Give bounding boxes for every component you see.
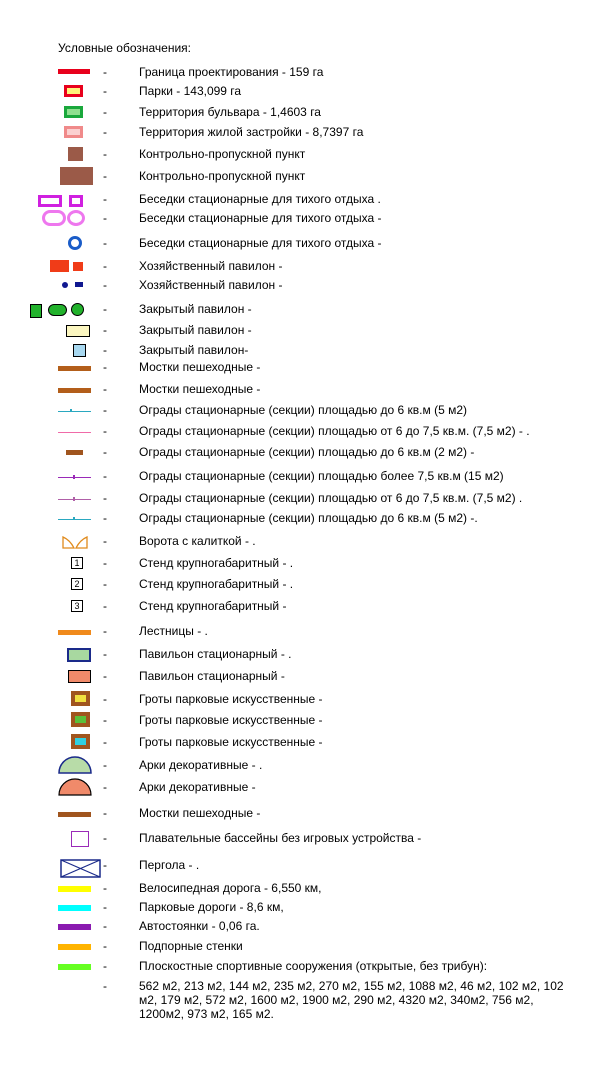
legend-row <box>0 358 603 376</box>
legend-dash: - <box>103 236 107 250</box>
utility-pavilion-symbol <box>73 262 83 271</box>
grotto-cyan-symbol <box>71 734 90 749</box>
legend-dash: - <box>103 758 107 772</box>
legend-label: Павильон стационарный - <box>139 669 285 683</box>
legend-row <box>0 167 603 185</box>
fence-tick <box>73 517 75 520</box>
residential-symbol <box>64 126 83 138</box>
legend-dash: - <box>103 735 107 749</box>
legend-label: Плавательные бассейны без игровых устройства - <box>139 831 422 845</box>
legend-title: Условные обозначения: <box>58 41 191 55</box>
legend-row <box>0 276 603 294</box>
fence-brown-symbol <box>66 450 83 455</box>
pergola-icon <box>60 859 101 878</box>
legend-label: Велосипедная дорога - 6,550 км, <box>139 881 322 895</box>
legend-dash: - <box>103 147 107 161</box>
stairs-symbol <box>58 630 91 635</box>
gazebo-round-symbol <box>67 210 85 226</box>
fence-pink-symbol <box>58 432 91 433</box>
legend-dash: - <box>103 577 107 591</box>
legend-dash: - <box>103 979 107 993</box>
retaining-wall-symbol <box>58 944 91 950</box>
red-line-symbol <box>58 69 90 74</box>
legend-dash: - <box>103 323 107 337</box>
grotto-green-symbol <box>71 712 90 727</box>
legend-label: Гроты парковые искусственные - <box>139 713 323 727</box>
legend-dash: - <box>103 900 107 914</box>
legend-label: Ворота с калиткой - . <box>139 534 256 548</box>
sports-symbol <box>58 964 91 970</box>
legend-row <box>0 443 603 461</box>
closed-pavilion-blue-symbol <box>73 344 86 357</box>
legend-row <box>0 597 603 615</box>
legend-label: Арки декоративные - <box>139 780 256 794</box>
pavilion-salmon-symbol <box>68 670 91 683</box>
grotto-yellow-symbol <box>71 691 90 706</box>
legend-dash: - <box>103 534 107 548</box>
legend-row <box>0 756 603 774</box>
legend-dash: - <box>103 382 107 396</box>
legend-label: Контрольно-пропускной пункт <box>139 147 306 161</box>
legend-dash: - <box>103 806 107 820</box>
gazebo-round-symbol <box>42 210 66 226</box>
legend-label: Ограды стационарные (секции) площадью от 6 до 7,5 кв.м. (7,5 м2) - . <box>139 424 530 438</box>
legend-label: Мостки пешеходные - <box>139 806 261 820</box>
legend-dash: - <box>103 192 107 206</box>
legend-row <box>0 532 603 550</box>
legend-dash: - <box>103 713 107 727</box>
legend-label: Ограды стационарные (секции) площадью до 6 кв.м (2 м2) - <box>139 445 475 459</box>
legend-row <box>0 123 603 141</box>
closed-pavilion-symbol <box>30 304 42 318</box>
fence-tick <box>70 409 72 412</box>
checkpoint-large-symbol <box>60 167 93 185</box>
legend-row <box>0 422 603 440</box>
legend-label: Плоскостные спортивные сооружения (открытые, без трибун): <box>139 959 488 973</box>
legend-label: Беседки стационарные для тихого отдыха - <box>139 211 382 225</box>
legend-label: Мостки пешеходные - <box>139 382 261 396</box>
footbridge-symbol <box>58 366 91 371</box>
legend-label: Беседки стационарные для тихого отдыха . <box>139 192 381 206</box>
gazebo-rect-symbol <box>38 195 62 207</box>
bike-road-symbol <box>58 886 91 892</box>
legend-row <box>0 554 603 572</box>
legend-label: Парки - 143,099 га <box>139 84 242 98</box>
legend-row <box>0 341 603 359</box>
legend-dash: - <box>103 511 107 525</box>
legend-row <box>0 804 603 822</box>
legend-label: Хозяйственный павилон - <box>139 278 283 292</box>
legend-label: Территория жилой застройки - 8,7397 га <box>139 125 364 139</box>
legend-dash: - <box>103 647 107 661</box>
legend-dash: - <box>103 84 107 98</box>
legend-row <box>0 63 603 81</box>
legend-dash: - <box>103 831 107 845</box>
fence-tick <box>73 497 75 501</box>
legend-row <box>0 667 603 685</box>
legend-label: Граница проектирования - 159 га <box>139 65 324 79</box>
gate-icon <box>62 535 88 549</box>
legend-label: Ограды стационарные (секции) площадью более 7,5 кв.м (15 м2) <box>139 469 504 483</box>
legend-label: Гроты парковые искусственные - <box>139 692 323 706</box>
legend-row <box>0 711 603 729</box>
legend-dash: - <box>103 858 107 872</box>
legend-dash: - <box>103 491 107 505</box>
legend-row <box>0 103 603 121</box>
pavilion-green-symbol <box>67 648 91 662</box>
utility-pavilion-dot-symbol <box>62 282 68 288</box>
legend-row <box>0 467 603 485</box>
legend-row <box>0 401 603 419</box>
legend-label: Парковые дороги - 8,6 км, <box>139 900 284 914</box>
legend-dash: - <box>103 445 107 459</box>
boulevard-symbol <box>64 106 83 118</box>
gazebo-rect-symbol <box>69 195 83 207</box>
legend-row <box>0 733 603 751</box>
legend-label: Хозяйственный павилон - <box>139 259 283 273</box>
legend-row <box>0 829 603 847</box>
legend-label: Арки декоративные - . <box>139 758 263 772</box>
legend-row <box>0 690 603 708</box>
legend-row <box>0 645 603 663</box>
fence-tick <box>73 475 75 479</box>
legend-dash: - <box>103 278 107 292</box>
legend-dash: - <box>103 211 107 225</box>
legend-row <box>0 856 603 874</box>
legend-label: Автостоянки - 0,06 га. <box>139 919 260 933</box>
legend-row <box>0 257 603 275</box>
arch-salmon-icon <box>58 778 92 796</box>
legend-row <box>0 575 603 593</box>
legend-dash: - <box>103 881 107 895</box>
legend-row <box>0 82 603 100</box>
legend-row <box>0 300 603 318</box>
legend-row <box>0 622 603 640</box>
legend-label: Ограды стационарные (секции) площадью до 6 кв.м (5 м2) -. <box>139 511 478 525</box>
parking-symbol <box>58 924 91 930</box>
utility-pavilion-dot-symbol <box>75 282 83 287</box>
legend-dash: - <box>103 343 107 357</box>
legend-dash: - <box>103 302 107 316</box>
legend-dash: - <box>103 169 107 183</box>
legend-dash: - <box>103 624 107 638</box>
legend-row <box>0 778 603 796</box>
fence-teal-symbol <box>58 411 91 412</box>
stand-number-box: 1 <box>71 557 83 569</box>
legend-label: Пергола - . <box>139 858 200 872</box>
closed-pavilion-symbol <box>48 304 67 316</box>
legend-label: Гроты парковые искусственные - <box>139 735 323 749</box>
legend-row <box>0 509 603 527</box>
legend-row <box>0 234 603 252</box>
legend-dash: - <box>103 259 107 273</box>
legend-row <box>0 937 603 955</box>
legend-dash: - <box>103 65 107 79</box>
legend-dash: - <box>103 556 107 570</box>
stand-number-box: 3 <box>71 600 83 612</box>
park-road-symbol <box>58 905 91 911</box>
legend-dash: - <box>103 599 107 613</box>
closed-pavilion-symbol <box>71 303 84 316</box>
legend-row <box>0 190 603 208</box>
legend-row <box>0 209 603 227</box>
legend-label: Контрольно-пропускной пункт <box>139 169 306 183</box>
legend-row <box>0 917 603 935</box>
legend-label: Закрытый павилон - <box>139 323 252 337</box>
legend-row <box>0 898 603 916</box>
closed-pavilion-yellow-symbol <box>66 325 90 337</box>
legend-label: Закрытый павилон- <box>139 343 249 357</box>
legend-row <box>0 957 603 975</box>
legend-dash: - <box>103 424 107 438</box>
legend-row <box>0 380 603 398</box>
legend-dash: - <box>103 125 107 139</box>
legend-dash: - <box>103 360 107 374</box>
stand-number-box: 2 <box>71 578 83 590</box>
legend-dash: - <box>103 939 107 953</box>
legend-row <box>0 879 603 897</box>
legend-label: Стенд крупногабаритный - . <box>139 556 294 570</box>
footbridge-symbol <box>58 388 91 393</box>
legend-dash: - <box>103 403 107 417</box>
footbridge-symbol <box>58 812 91 817</box>
legend-dash: - <box>103 692 107 706</box>
legend-label: Стенд крупногабаритный - . <box>139 577 294 591</box>
utility-pavilion-symbol <box>50 260 69 272</box>
legend-row <box>0 489 603 507</box>
legend-dash: - <box>103 919 107 933</box>
arch-green-icon <box>58 756 92 774</box>
legend-label: Подпорные стенки <box>139 939 243 953</box>
legend-dash: - <box>103 105 107 119</box>
legend-dash: - <box>103 959 107 973</box>
sports-areas-list: 562 м2, 213 м2, 144 м2, 235 м2, 270 м2, 155 м2, 1088 м2, 46 м2, 102 м2, 102 м2, 179 м2, 572 м2, 1600 м2, 1900 м2, 290 м2, 4320 м2, 340м2, 756 м2, 1200м2, 973 м2, 165 м2. <box>139 979 564 1021</box>
legend-label: Стенд крупногабаритный - <box>139 599 287 613</box>
legend-label: Беседки стационарные для тихого отдыха - <box>139 236 382 250</box>
legend-dash: - <box>103 469 107 483</box>
gazebo-ring-symbol <box>68 236 82 250</box>
legend-label: Закрытый павилон - <box>139 302 252 316</box>
legend-label: Ограды стационарные (секции) площадью от 6 до 7,5 кв.м. (7,5 м2) . <box>139 491 523 505</box>
legend-label: Павильон стационарный - . <box>139 647 292 661</box>
park-symbol <box>64 85 83 97</box>
legend-row <box>0 321 603 339</box>
legend-label: Ограды стационарные (секции) площадью до 6 кв.м (5 м2) <box>139 403 467 417</box>
legend-dash: - <box>103 669 107 683</box>
checkpoint-small-symbol <box>68 147 83 161</box>
legend-label: Мостки пешеходные - <box>139 360 261 374</box>
pool-symbol <box>71 831 89 847</box>
legend-label: Лестницы - . <box>139 624 208 638</box>
legend-dash: - <box>103 780 107 794</box>
legend-row <box>0 145 603 163</box>
legend-label: Территория бульвара - 1,4603 га <box>139 105 321 119</box>
